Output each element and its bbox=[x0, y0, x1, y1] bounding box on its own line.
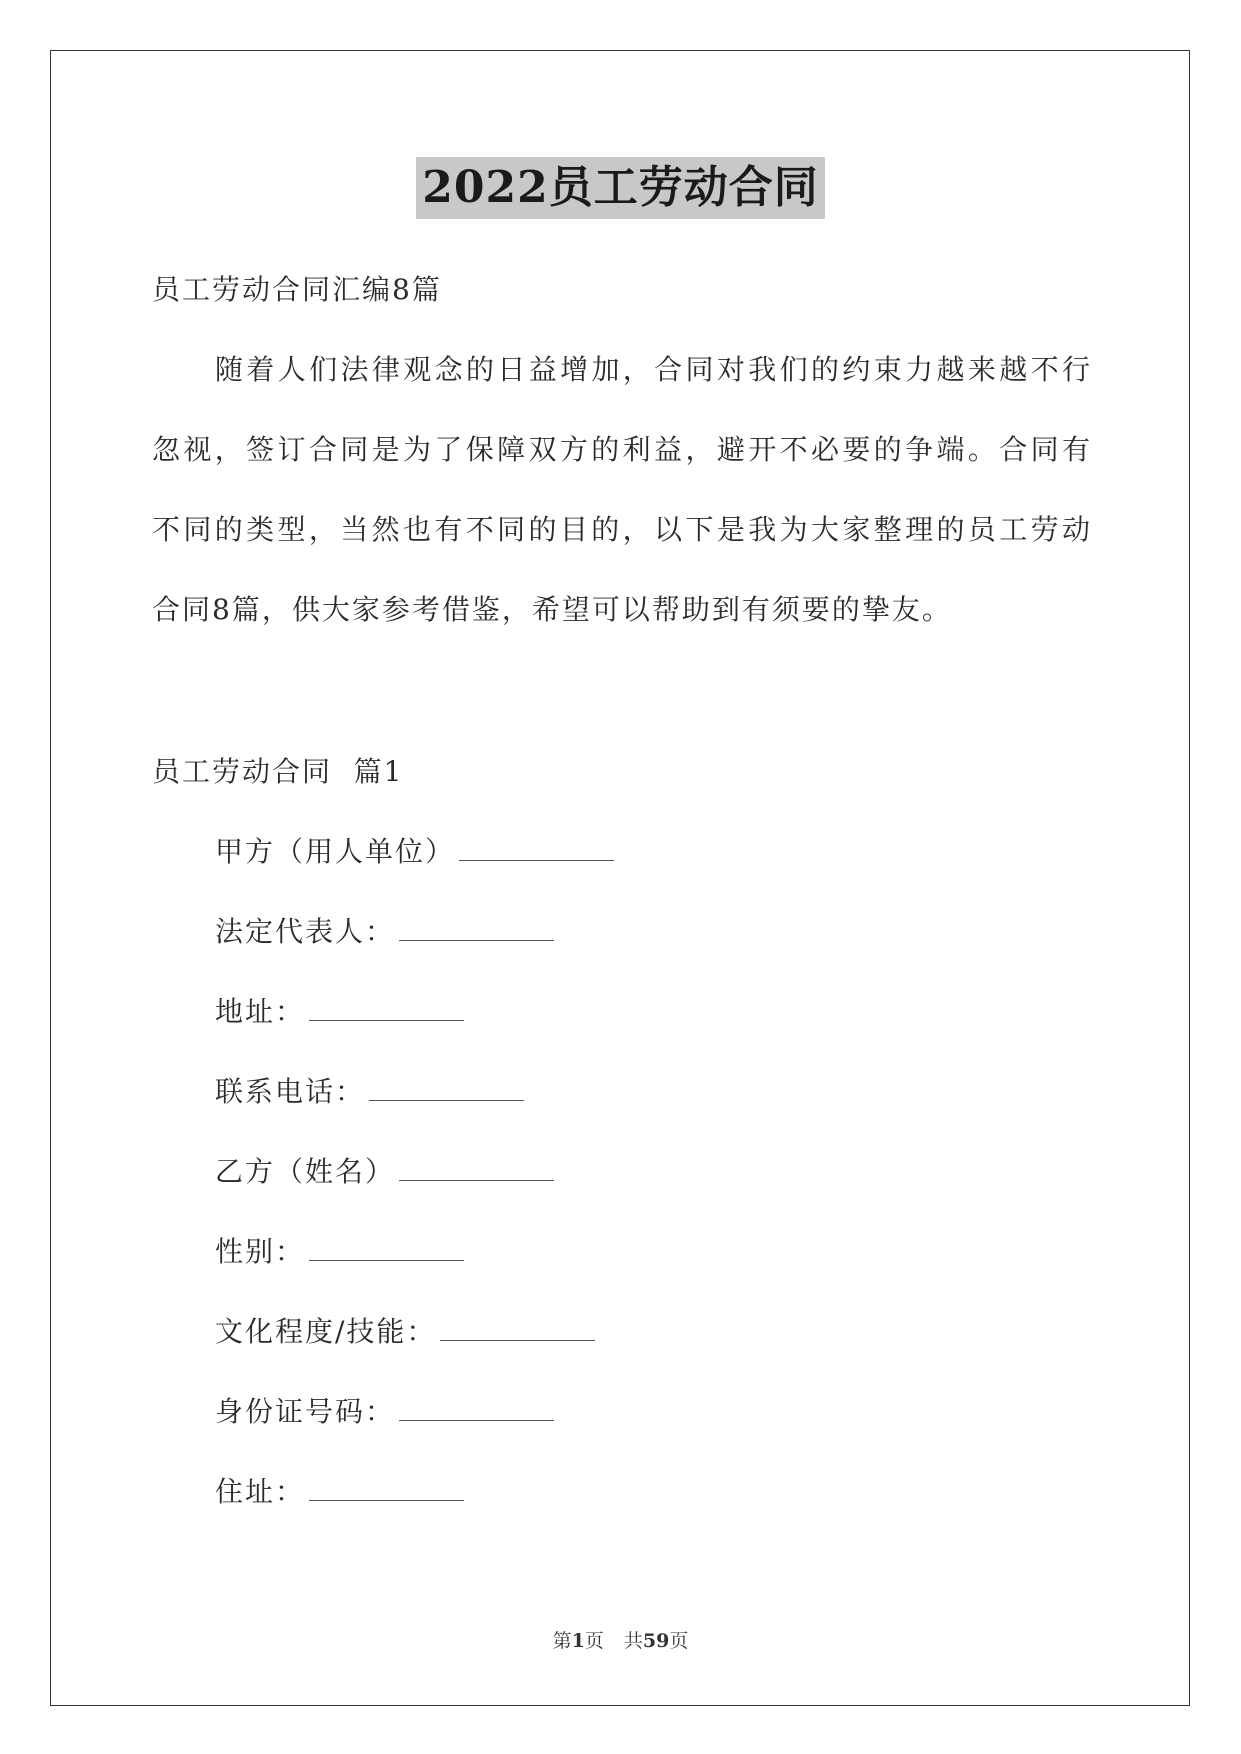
fill-in-blank[interactable] bbox=[399, 912, 554, 941]
field-label: 乙方（姓名） bbox=[215, 1155, 396, 1188]
intro-line-2: 忽视，签订合同是为了保障双方的利益，避开不必要的争端。合同有 bbox=[152, 433, 1092, 466]
field-label: 联系电话： bbox=[215, 1075, 366, 1108]
field-row bbox=[215, 1472, 464, 1512]
field-label: 住址： bbox=[215, 1475, 306, 1508]
total-suffix: 页 bbox=[669, 1630, 689, 1652]
page-total: 59 bbox=[642, 1630, 670, 1652]
field-label: 甲方（用人单位） bbox=[215, 835, 456, 868]
fill-in-blank[interactable] bbox=[399, 1392, 554, 1421]
intro-line-3: 不同的类型，当然也有不同的目的，以下是我为大家整理的员工劳动 bbox=[152, 513, 1092, 546]
fill-in-blank[interactable] bbox=[309, 1232, 464, 1261]
field-row bbox=[215, 912, 554, 952]
section-heading: 员工劳动合同 篇1 bbox=[152, 755, 404, 788]
page-mid: 页 bbox=[584, 1630, 604, 1652]
field-label: 地址： bbox=[215, 995, 306, 1028]
field-label: 法定代表人： bbox=[215, 915, 396, 948]
field-row bbox=[215, 1232, 464, 1272]
document-title-text: 2022员工劳动合同 bbox=[416, 157, 824, 219]
total-prefix: 共 bbox=[623, 1630, 643, 1652]
intro-line-1: 随着人们法律观念的日益增加，合同对我们的约束力越来越不行 bbox=[215, 353, 1092, 386]
document-subtitle: 员工劳动合同汇编8篇 bbox=[152, 273, 442, 306]
field-row bbox=[215, 832, 614, 872]
page-footer bbox=[0, 1628, 1241, 1654]
fill-in-blank[interactable] bbox=[440, 1312, 595, 1341]
fill-in-blank[interactable] bbox=[459, 832, 614, 861]
field-label: 文化程度/技能： bbox=[215, 1315, 437, 1348]
intro-line-4: 合同8篇，供大家参考借鉴，希望可以帮助到有须要的挚友。 bbox=[152, 593, 952, 626]
field-row bbox=[215, 992, 464, 1032]
page-prefix: 第 bbox=[552, 1630, 572, 1652]
fill-in-blank[interactable] bbox=[399, 1152, 554, 1181]
field-label: 性别： bbox=[215, 1235, 306, 1268]
page-current: 1 bbox=[571, 1630, 585, 1652]
field-label: 身份证号码： bbox=[215, 1395, 396, 1428]
fill-in-blank[interactable] bbox=[309, 992, 464, 1021]
fill-in-blank[interactable] bbox=[309, 1472, 464, 1501]
field-row bbox=[215, 1152, 554, 1192]
field-row bbox=[215, 1392, 554, 1432]
document-title bbox=[0, 157, 1241, 219]
field-row bbox=[215, 1072, 524, 1112]
fill-in-blank[interactable] bbox=[369, 1072, 524, 1101]
field-row bbox=[215, 1312, 595, 1352]
